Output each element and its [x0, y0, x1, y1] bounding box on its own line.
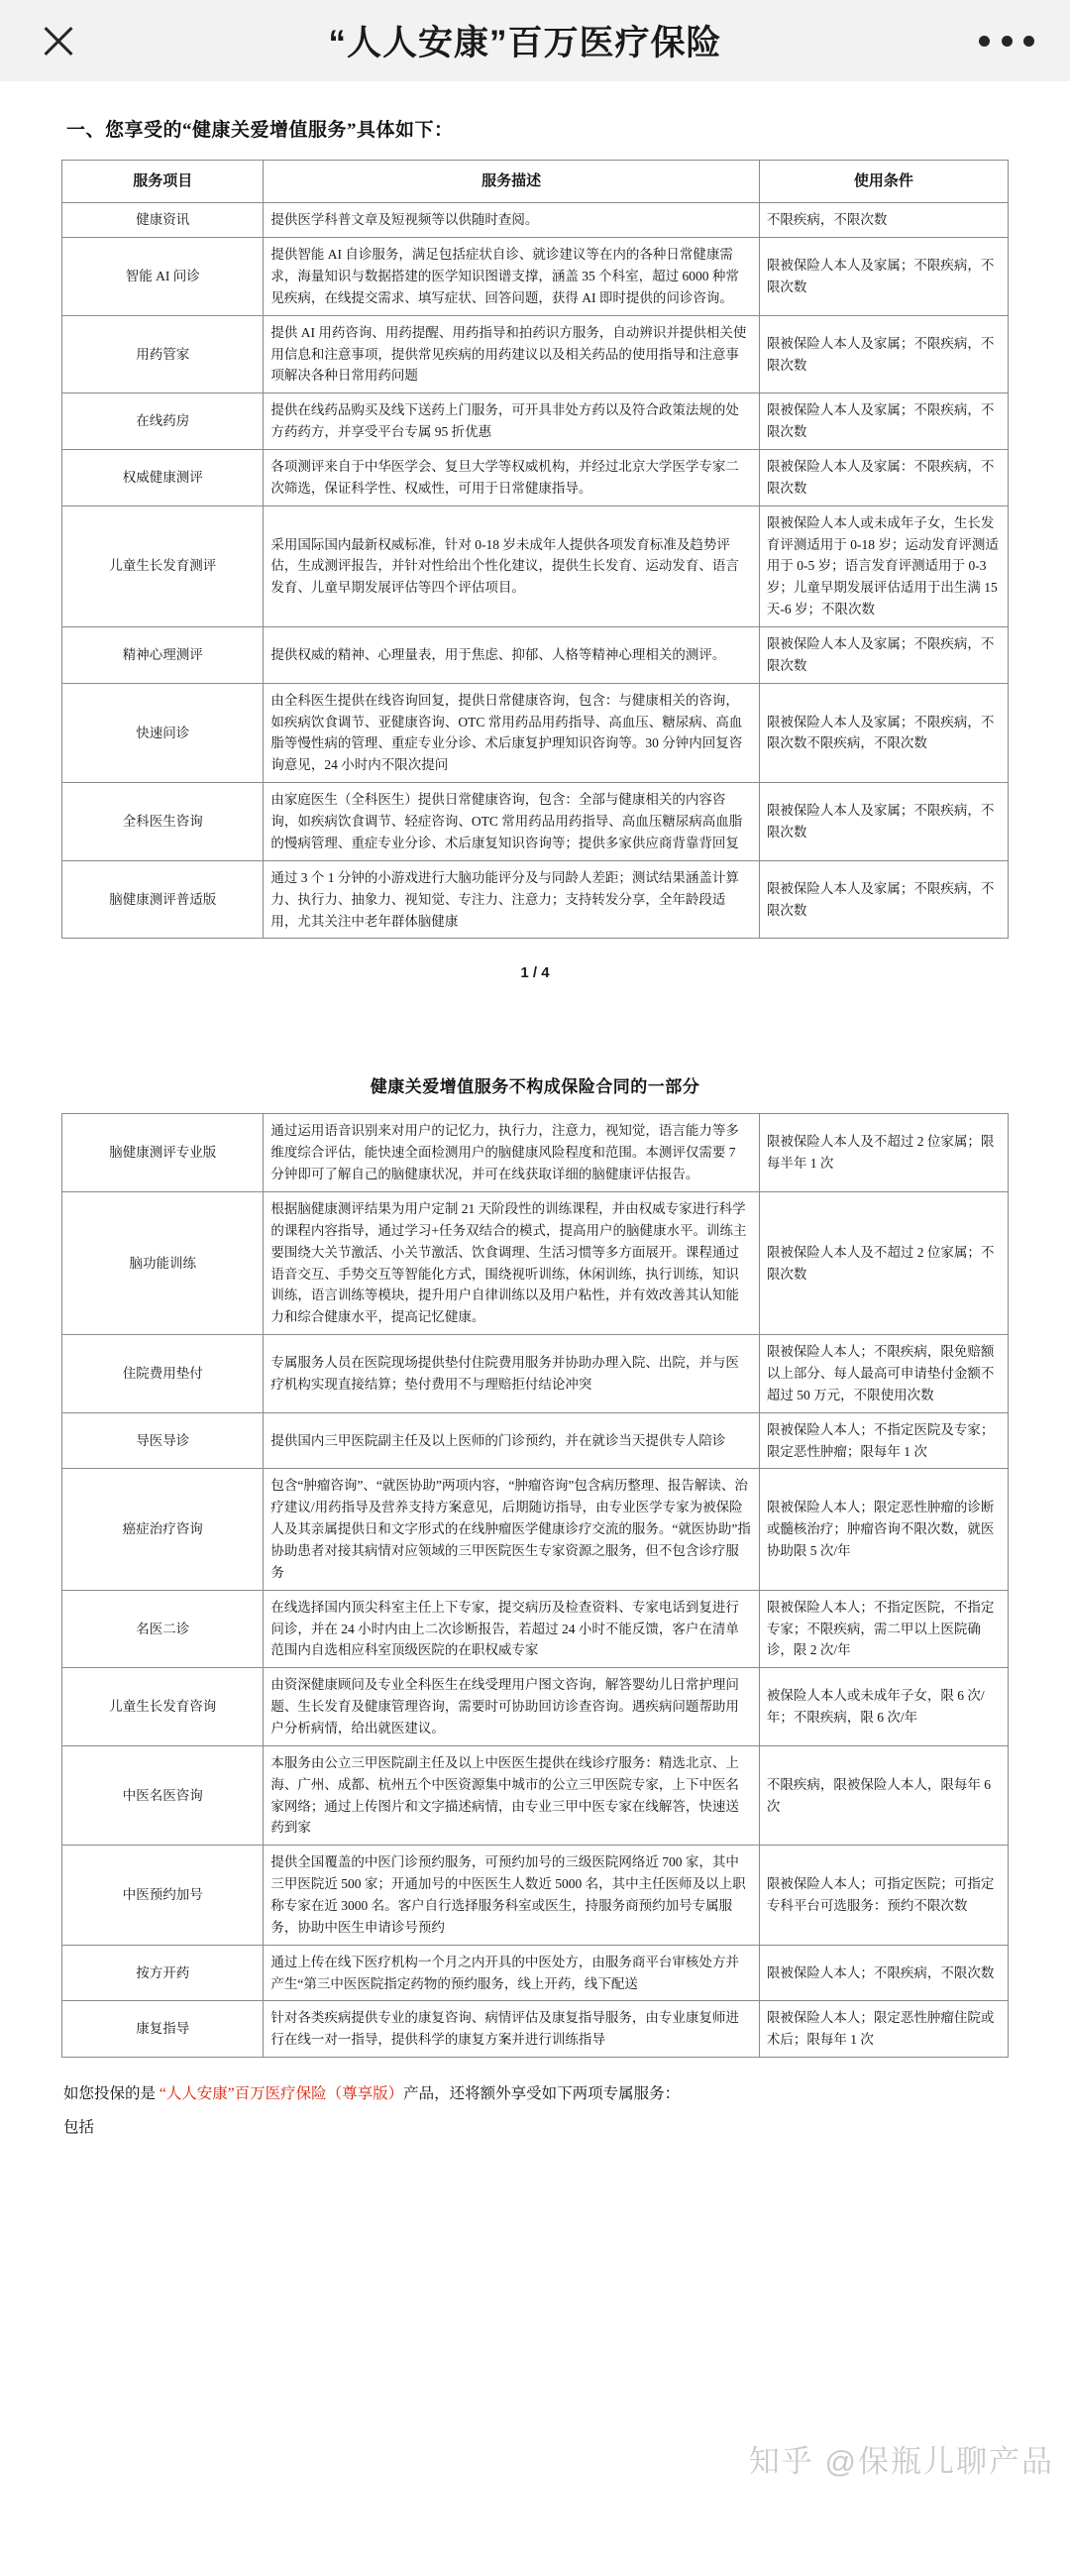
more-dots-icon[interactable] — [979, 18, 1034, 63]
cell-desc: 本服务由公立三甲医院副主任及以上中医医生提供在线诊疗服务：精选北京、上海、广州、成都、杭州五个中医资源集中城市的公立三甲医院专家，上下中医名家网络；通过上传图片和文字描述病情，由专业三甲中医专家在线解答，快速送药到家 — [264, 1745, 759, 1845]
cell-item: 中医预约加号 — [62, 1846, 264, 1945]
cell-item: 快速问诊 — [62, 683, 264, 782]
contract-disclaimer: 健康关爱增值服务不构成保险合同的一部分 — [370, 1077, 700, 1097]
cell-cond: 限被保险人本人；限定恶性肿瘤住院或术后；限每年 1 次 — [759, 2001, 1008, 2058]
cell-desc: 专属服务人员在医院现场提供垫付住院费用服务并协助办理入院、出院，并与医疗机构实现直接结算；垫付费用不与理赔拒付结论冲突 — [264, 1335, 759, 1413]
cell-cond: 限被保险人本人及家属；不限疾病，不限次数不限疾病，不限次数 — [759, 683, 1008, 782]
table-row — [62, 627, 1009, 684]
cell-desc: 提供全国覆盖的中医门诊预约服务，可预约加号的三级医院网络近 700 家，其中三甲医院近 500 家；开通加号的中医医生人数近 5000 名，其中主任医师及以上职称专家在近 3000 名。客户自行选择服务科室或医生，持服务商预约加号专属服务，协助中医生申请诊号预约 — [264, 1846, 759, 1945]
table-row — [62, 1945, 1009, 2001]
cell-desc: 各项测评来自于中华医学会、复旦大学等权威机构，并经过北京大学医学专家二次筛选，保证科学性、权威性，可用于日常健康指导。 — [264, 450, 759, 506]
cell-desc: 由家庭医生（全科医生）提供日常健康咨询，包含：全部与健康相关的内容咨询，如疾病饮食调节、轻症咨询、OTC 常用药品用药指导、高血压糖尿病高血脂的慢病管理、重症专业分诊、术后康复知识咨询等；提供多家供应商背靠背回复 — [264, 783, 759, 861]
document-page-1 — [0, 115, 1070, 981]
table-row — [62, 1846, 1009, 1945]
cell-cond: 限被保险人本人及家属；不限疾病，不限次数 — [759, 627, 1008, 684]
table-row — [62, 783, 1009, 861]
footer-note-prefix: 如您投保的是 — [63, 2085, 160, 2103]
table-row — [62, 1114, 1009, 1192]
cell-cond: 不限疾病，不限次数 — [759, 203, 1008, 238]
cell-cond: 限被保险人本人；不限疾病，不限次数 — [759, 1945, 1008, 2001]
cell-desc: 通过运用语音识别来对用户的记忆力，执行力，注意力，视知觉，语言能力等多维度综合评估，能快速全面检测用户的脑健康风险程度和范围。本测评仅需要 7 分钟即可了解自己的脑健康状况，并可在线获取详细的脑健康评估报告。 — [264, 1114, 759, 1192]
cell-item: 用药管家 — [62, 315, 264, 393]
close-icon[interactable] — [36, 18, 81, 63]
footer-tail: 包括 — [63, 2118, 95, 2136]
cell-item: 儿童生长发育测评 — [62, 505, 264, 626]
cell-item: 儿童生长发育咨询 — [62, 1668, 264, 1746]
cell-item: 按方开药 — [62, 1945, 264, 2001]
cell-item: 脑健康测评普适版 — [62, 860, 264, 939]
cell-item: 精神心理测评 — [62, 627, 264, 684]
cell-desc: 在线选择国内顶尖科室主任上下专家，提交病历及检查资料、专家电话到复进行问诊，并在 24 小时内由上二次诊断报告，若超过 24 小时不能反馈，客户在清单范围内自选相应科室顶级医院的在职权威专家 — [264, 1590, 759, 1668]
table-row — [62, 238, 1009, 316]
services-table-page2 — [61, 1113, 1009, 2058]
cell-cond: 限被保险人本人；不指定医院及专家；限定恶性肿瘤；限每年 1 次 — [759, 1412, 1008, 1469]
cell-cond: 限被保险人本人及家属：不限疾病，不限次数 — [759, 450, 1008, 506]
table-row — [62, 860, 1009, 939]
table-row — [62, 1191, 1009, 1334]
footer-note — [63, 2079, 1009, 2108]
column-header-cond: 使用条件 — [759, 161, 1008, 203]
more-dot — [1002, 36, 1013, 47]
cell-desc: 通过 3 个 1 分钟的小游戏进行大脑功能评分及与同龄人差距；测试结果涵盖计算力、执行力、抽象力、视知觉、专注力、注意力；支持转发分享，全年龄段适用，尤其关注中老年群体脑健康 — [264, 860, 759, 939]
table-row — [62, 1335, 1009, 1413]
cell-item: 全科医生咨询 — [62, 783, 264, 861]
cell-item: 住院费用垫付 — [62, 1335, 264, 1413]
cell-cond: 限被保险人本人或未成年子女，生长发育评测适用于 0-18 岁；运动发育评测适用于 0-5 岁；语言发育评测适用于 0-3 岁；儿童早期发展评估适用于出生满 15 天-6 岁；不限次数 — [759, 505, 1008, 626]
cell-desc: 由资深健康顾问及专业全科医生在线受理用户图文咨询，解答婴幼儿日常护理问题、生长发育及健康管理咨询，需要时可协助回访诊查咨询。遇疾病问题帮助用户分析病情，给出就医建议。 — [264, 1668, 759, 1746]
cell-item: 导医导诊 — [62, 1412, 264, 1469]
cell-item: 中医名医咨询 — [62, 1745, 264, 1845]
table-row — [62, 1668, 1009, 1746]
cell-cond: 限被保险人本人；限定恶性肿瘤的诊断或髓核治疗；肿瘤咨询不限次数，就医协助限 5 次/年 — [759, 1469, 1008, 1590]
page-number: 1 / 4 — [520, 964, 550, 982]
cell-cond: 被保险人本人或未成年子女，限 6 次/年；不限疾病，限 6 次/年 — [759, 1668, 1008, 1746]
cell-item: 脑功能训练 — [62, 1191, 264, 1334]
table-row — [62, 315, 1009, 393]
cell-item: 权威健康测评 — [62, 450, 264, 506]
cell-desc: 提供医学科普文章及短视频等以供随时查阅。 — [264, 203, 759, 238]
cell-desc: 提供 AI 用药咨询、用药提醒、用药指导和拍药识方服务，自动辨识并提供相关使用信息和注意事项，提供常见疾病的用药建议以及相关药品的使用指导和注意事项解决各种日常用药问题 — [264, 315, 759, 393]
cell-item: 康复指导 — [62, 2001, 264, 2058]
table-header-row — [62, 161, 1009, 203]
cell-cond: 限被保险人本人及家属；不限疾病，不限次数 — [759, 860, 1008, 939]
more-dot — [1023, 36, 1034, 47]
table-row — [62, 2001, 1009, 2058]
cell-desc: 根据脑健康测评结果为用户定制 21 天阶段性的训练课程，并由权威专家进行科学的课程内容指导，通过学习+任务双结合的模式，提高用户的脑健康水平。训练主要围绕大关节激活、小关节激活、饮食调理、生活习惯等多方面展开。课程通过语音交互、手势交互等智能化方式，围绕视听训练，休闲训练，执行训练，知识训练，语言训练等模块，提升用户自律训练以及用户粘性，并有效改善其认知能力和综合健康水平，提高记忆健康。 — [264, 1191, 759, 1334]
table-row — [62, 450, 1009, 506]
cell-item: 癌症治疗咨询 — [62, 1469, 264, 1590]
cell-item: 在线药房 — [62, 393, 264, 450]
cell-cond: 限被保险人本人及家属；不限疾病，不限次数 — [759, 393, 1008, 450]
cell-cond: 限被保险人本人及家属；不限疾病，不限次数 — [759, 783, 1008, 861]
document-page-2 — [0, 1072, 1070, 2136]
cell-desc: 提供国内三甲医院副主任及以上医师的门诊预约，并在就诊当天提供专人陪诊 — [264, 1412, 759, 1469]
table-row — [62, 683, 1009, 782]
cell-cond: 限被保险人本人；不限疾病，限免赔额以上部分、每人最高可申请垫付金额不超过 50 万元，不限使用次数 — [759, 1335, 1008, 1413]
section-heading: 一、您享受的“健康关爱增值服务”具体如下： — [66, 120, 454, 141]
more-dot — [979, 36, 990, 47]
cell-item: 名医二诊 — [62, 1590, 264, 1668]
app-header — [0, 0, 1070, 81]
page-title: “人人安康”百万医疗保险 — [328, 24, 722, 62]
table-row — [62, 1590, 1009, 1668]
cell-cond: 限被保险人本人；不指定医院，不指定专家；不限疾病，需二甲以上医院确诊，限 2 次/年 — [759, 1590, 1008, 1668]
cell-cond: 不限疾病，限被保险人本人，限每年 6 次 — [759, 1745, 1008, 1845]
cell-cond: 限被保险人本人及家属；不限疾病，不限次数 — [759, 238, 1008, 316]
cell-desc: 针对各类疾病提供专业的康复咨询、病情评估及康复指导服务，由专业康复师进行在线一对一指导，提供科学的康复方案并进行训练指导 — [264, 2001, 759, 2058]
footer-note-suffix: 产品，还将额外享受如下两项专属服务： — [403, 2085, 681, 2103]
cell-item: 脑健康测评专业版 — [62, 1114, 264, 1192]
table-row — [62, 505, 1009, 626]
cell-desc: 提供权威的精神、心理量表，用于焦虑、抑郁、人格等精神心理相关的测评。 — [264, 627, 759, 684]
cell-desc: 包含“肿瘤咨询”、“就医协助”两项内容，“肿瘤咨询”包含病历整理、报告解读、治疗建议/用药指导及营养支持方案意见，后期随访指导，由专业医学专家为被保险人及其亲属提供日和文字形式的在线肿瘤医学健康诊疗交流的服务。“就医协助”指协助患者对接其病情对应领域的三甲医院医生专家资源之服务，但不包含诊疗服务 — [264, 1469, 759, 1590]
table-row — [62, 1412, 1009, 1469]
column-header-desc: 服务描述 — [264, 161, 759, 203]
cell-desc: 通过上传在线下医疗机构一个月之内开具的中医处方，由服务商平台审核处方并产生“第三中医医院指定药物的预约服务，线上开药，线下配送 — [264, 1945, 759, 2001]
cell-desc: 提供智能 AI 自诊服务，满足包括症状自诊、就诊建议等在内的各种日常健康需求，海量知识与数据搭建的医学知识图谱支撑，涵盖 35 个科室，超过 6000 种常见疾病，在线提交需求、填写症状、回答问题，获得 AI 即时提供的问诊咨询。 — [264, 238, 759, 316]
table-row — [62, 393, 1009, 450]
table-row — [62, 203, 1009, 238]
cell-cond: 限被保险人本人及不超过 2 位家属；不限次数 — [759, 1191, 1008, 1334]
page-separator — [0, 981, 1070, 1072]
services-table-page1 — [61, 160, 1009, 939]
cell-item: 健康资讯 — [62, 203, 264, 238]
cell-desc: 提供在线药品购买及线下送药上门服务，可开具非处方药以及符合政策法规的处方药药方，并享受平台专属 95 折优惠 — [264, 393, 759, 450]
document-viewer[interactable] — [0, 115, 1070, 2137]
cell-cond: 限被保险人本人；可指定医院；可指定专科平台可选服务：预约不限次数 — [759, 1846, 1008, 1945]
cell-item: 智能 AI 问诊 — [62, 238, 264, 316]
table-row — [62, 1745, 1009, 1845]
footer-note-highlight: “人人安康”百万医疗保险（尊享版） — [159, 2085, 404, 2103]
cell-desc: 采用国际国内最新权威标准，针对 0-18 岁未成年人提供各项发育标准及趋势评估，生成测评报告，并针对性给出个性化建议，提供生长发育、运动发育、语言发育、儿童早期发展评估等四个评估项目。 — [264, 505, 759, 626]
cell-desc: 由全科医生提供在线咨询回复，提供日常健康咨询，包含：与健康相关的咨询，如疾病饮食调节、亚健康咨询、OTC 常用药品用药指导、高血压、糖尿病、高血脂等慢性病的管理、重症专业分诊、术后康复护理知识咨询等。30 分钟内回复咨询意见，24 小时内不限次提问 — [264, 683, 759, 782]
table-row — [62, 1469, 1009, 1590]
watermark: 知乎 @保瓶儿聊产品 — [748, 2444, 1054, 2479]
cell-cond: 限被保险人本人及家属；不限疾病，不限次数 — [759, 315, 1008, 393]
column-header-item: 服务项目 — [62, 161, 264, 203]
cell-cond: 限被保险人本人及不超过 2 位家属；限每半年 1 次 — [759, 1114, 1008, 1192]
